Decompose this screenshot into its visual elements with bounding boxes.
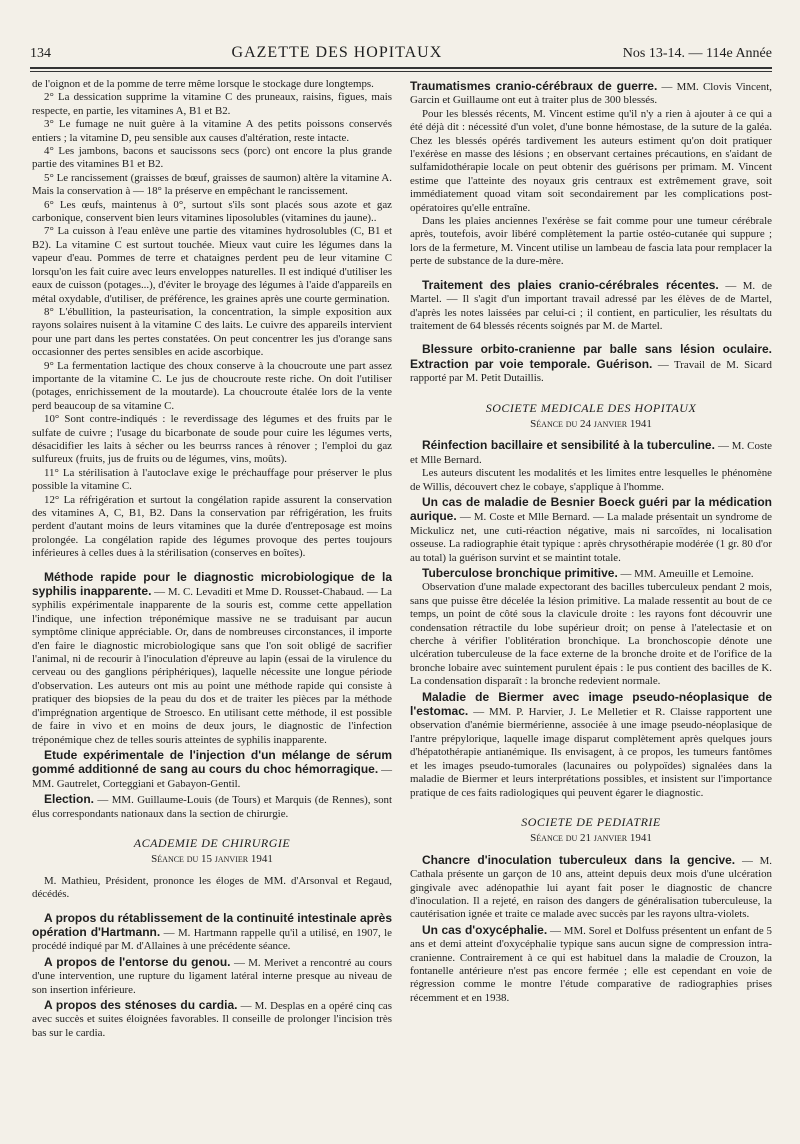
article-authors: — M. C. Levaditi et Mme D. Rousset-Chabaud. xyxy=(154,586,365,599)
paragraph: 6° Les œufs, maintenus à 0°, surtout s'ils sont placés sous azote et gaz carbonique, conservent bien leurs vitamines liposolubles (vitamines du jaune).. xyxy=(32,198,392,225)
page-header xyxy=(30,44,772,66)
paragraph: 4° Les jambons, bacons et saucissons secs (porc) ont encore la plus grande partie des vitamines B1 et B2. xyxy=(32,145,392,171)
paragraph: Observation d'une malade expectorant des bacilles tuberculeux pendant 2 mois, sans que puisse être décelée la lésion primitive. La malade ressentit au bout de ce temps, un point de côté sous la clavicule droite : les rayons font découvrir une condensation rétractile du lobe supérieur droit; on pense à l'atelectasie et on cherche à vérifier l'oblitération bronchique. La bronchoscopie dénote une ulcération tuberculeuse de la face externe de la bronche droite et de l'orifice de la bronche lobaire avec suintement purulent épais : le pus contient des bacilles de K. La condensation disparaît : la bronche redevient normale. xyxy=(410,581,772,688)
paragraph: de l'oignon et de la pomme de terre même lorsque le stockage dure longtemps. xyxy=(32,78,374,90)
paragraph: 10° Sont contre-indiqués : le reverdissage des légumes et des fruits par le sulfate de cuivre ; l'usage du bicarbonate de soude pour cuire les légumes verts, désacidifier les laits à sécher ou les beurrss rances à rénover ; l'emploi du gaz sulfureux (fruits, jus de fruits ou de légumes, vins, moûts). xyxy=(32,413,392,466)
article-title: Un cas d'oxycéphalie. xyxy=(422,922,548,937)
paragraph: M. Mathieu, Président, prononce les éloges de MM. d'Arsonval et Regaud, décédés. xyxy=(32,874,392,901)
article-title: Blessure orbito-cranienne par balle sans lésion oculaire. Extraction par voie temporale. Guérison. xyxy=(410,342,772,371)
article-body: — M. de Martel. — Il s'agit d'un important travail adressé par les élèves de de Martel, d'après les notes laissées par celui-ci ; il contient, en particulier, les résultats du traitement de 64 blessés récents soignés par M. de Martel. xyxy=(410,279,772,332)
article-body: — M. Desplas en a opéré cinq cas avec succès et suites éloignées favorables. Il conseille de prolonger l'incision très bas sur le cardia. xyxy=(32,1000,392,1039)
session-date: Séance du 15 janvier 1941 xyxy=(151,853,273,866)
article-title: Maladie de Biermer avec image pseudo-néoplasique de l'estomac. xyxy=(410,689,772,719)
article-authors: — M. Coste et Mlle Bernard. xyxy=(410,440,772,466)
article-title: Chancre d'inoculation tuberculeux dans la gencive. xyxy=(422,852,736,867)
article xyxy=(410,343,772,385)
header-rule-thin xyxy=(30,71,772,72)
article xyxy=(32,956,392,997)
article xyxy=(410,691,772,800)
article-title: Traitement des plaies cranio-cérébrales récentes. xyxy=(422,277,719,292)
paragraph: 7° La cuisson à l'eau enlève une partie des vitamines hydrosolubles (C, B1 et B2). La vitamine C est surtout touchée. Mieux vaut cuire les légumes dans la vapeur d'eau. Pommes de terre et chataignes perdent peu de leur vitamine C lorsqu'on les fait cuire avec leurs enveloppes naturelles. Il est indiqué d'utiliser les eaux de cuisson (potages...), d'éviter le broyage des légumes à l'aide d'appareils en métal oxydable, d'utiliser, de préférence, les graines après une courte germination. xyxy=(32,225,392,305)
article-body: — M. Hartmann rappelle qu'il a utilisé, en 1907, le procédé indiqué par M. d'Allaines à une précédente séance. xyxy=(32,926,392,953)
journal-title: GAZETTE DES HOPITAUX xyxy=(231,44,443,61)
header-rule xyxy=(30,67,772,69)
article-body: — MM. Sorel et Dolfuss présentent un enfant de 5 ans et demi atteint d'oxycéphalie typique sans aucun signe de compression intra-cranienne. Contrairement à ce qui est habituel dans la maladie de Crouzon, la fontanelle antérieure n'est pas encore fermée ; elle est cependant en voie de régression comme le montre l'étude comparative de radiographies prises récemment et en 1938. xyxy=(410,924,772,1004)
issue-number: Nos 13-14. — 114e Année xyxy=(622,46,772,61)
article xyxy=(32,912,392,954)
session-date: Séance du 21 janvier 1941 xyxy=(530,832,652,845)
article-authors: — MM. Gautrelet, Corteggiani et Gabayon-Gentil. xyxy=(32,764,393,790)
article xyxy=(32,999,392,1040)
article-title: Un cas de maladie de Besnier Boeck guéri par la médication aurique. xyxy=(410,494,772,524)
paragraph: 12° La réfrigération et surtout la congélation rapide assurent la conservation des vitamines A, C, B1, B2. Dans la conservation par réfrigération, les fruits perdent d'autant moins de leurs vitamines que la durée d'entreposage est moins prolongée. La congélation rapide des légumes provoque des pertes toujours inférieures à celles dues à la stérilisation (conserves en boîtes). xyxy=(32,493,392,560)
paragraph: Les auteurs discutent les modalités et les limites entre lesquelles le phénomène de Willis, découvert chez le cobaye, s'applique à l'homme. xyxy=(410,467,772,493)
session-date: Séance du 24 janvier 1941 xyxy=(530,417,652,430)
article xyxy=(410,496,772,565)
article-body: — La syphilis expérimentale inapparente de la souris est, comme cette appellation l'indique, une infection tréponémique massive ne se traduisant par aucun symptôme clinique appréciable. Or, dans de nombreuses circonstances, il importe d'en faire le diagnostic microbiologique sans que l'on soit obligé de sacrifier l'animal, ni de recourir à l'inoculation d'épreuve au lapin (essai de la virulence du cerveau ou des ganglions périphériques), laquelle nécessite une longue période d'observation. Les auteurs ont mis au point une méthode rapide qui consiste à pratiquer des biopsies de la peau du dos et de traiter les pièces par la méthode d'imprégnation argentique de Stroesco. En utilisant cette méthode, il est possible de faire in vivo et en moins de deux jours, le diagnostic de l'infection tréponémique chez de telles souris atteintes de syphilis inapparente. xyxy=(32,586,392,746)
article-body: — MM. P. Harvier, J. Le Melletier et R. Claisse rapportent une observation d'anémie biermérienne, associée à une image pseudo-néoplasique de l'antre prépylorique, laquelle image disparut complètement après quelques jours d'hépatothérapie antianémique. Ils envisagent, à ce propos, les tumeurs fantômes et les images pseudo-tumorales (lacunaires ou polypoïdes) signalées dans la maladie de Biermer et leurs interprétations possibles, et insistent sur l'importance pratique de ces faits radiologiques qui peuvent égarer le diagnostic. xyxy=(410,706,772,799)
paragraph: 11° La stérilisation à l'autoclave exige le préchauffage pour préserver le plus possible la vitamine C. xyxy=(32,466,392,493)
article-title: A propos de l'entorse du genou. xyxy=(44,954,231,969)
right-column xyxy=(410,78,772,1005)
article-title: Réinfection bacillaire et sensibilité à la tuberculine. xyxy=(422,438,715,453)
paragraph: 2° La dessication supprime la vitamine C des pruneaux, raisins, figues, mais respecte, en partie, les vitamines A, B1 et B2. xyxy=(32,91,392,117)
article-title: Tuberculose bronchique primitive. xyxy=(422,566,618,580)
article-title: A propos du rétablissement de la continuité intestinale après opération d'Hartmann. xyxy=(32,910,392,939)
section-heading: SOCIETE DE PEDIATRIE xyxy=(521,814,661,829)
article xyxy=(32,749,392,791)
paragraph: Dans les plaies anciennes l'exérèse se fait comme pour une tumeur cérébrale après, toutefois, avoir libéré complètement la partie ostéo-cutanée qui suppure ; lors de la fermeture, M. Vincent utilise un lambeau de fascia lata pour remplacer la perte de substance de la dure-mère. xyxy=(410,215,772,268)
article-title: Election. xyxy=(44,792,95,807)
article-title: A propos des sténoses du cardia. xyxy=(44,998,238,1012)
article xyxy=(410,439,772,467)
left-column xyxy=(32,78,392,1040)
section-heading: SOCIETE MEDICALE DES HOPITAUX xyxy=(485,400,697,415)
article-authors: — MM. Ameuille et Lemoine. xyxy=(620,568,754,580)
article xyxy=(410,279,772,334)
paragraph: 3° Le fumage ne nuit guère à la vitamine A des petits poissons conservés entiers ; la vitamine D, peu sensible aux causes d'altération, reste intacte. xyxy=(32,118,392,144)
article-title: Méthode rapide pour le diagnostic microbiologique de la syphilis inapparente. xyxy=(32,569,392,599)
article-authors: — MM. Clovis Vincent, Garcin et Guillaume ont eut à traiter plus de 300 blessés. xyxy=(410,81,772,107)
article-body: — Travail de M. Sicard rapporté par M. Petit Dutaillis. xyxy=(410,358,772,385)
article xyxy=(410,924,772,1005)
page-number: 134 xyxy=(30,46,51,61)
article-title: Traumatismes cranio-cérébraux de guerre. xyxy=(410,79,658,93)
article-body: — M. Cathala présente un garçon de 10 ans, atteint depuis deux mois d'une ulcération gingivale avec adénopathie lui ayant fait poser le diagnostic de chancre d'inoculation. Il a rejeté, en raison des dangers de généralisation tuberculeuse, la cautérisation ignée et traite ce malade avec succès par les rayons ultra-violets. xyxy=(410,854,773,921)
article xyxy=(410,854,772,922)
paragraph: 8° L'ébullition, la pasteurisation, la concentration, la simple exposition aux rayons solaires nuisent à la vitamine C des laits. Le cuivre des appareils intervient pour une part dans les pertes constatées. On peut concentrer les jus d'orange sans occasionner des pertes sensibles en acide ascorbique. xyxy=(32,305,392,359)
paragraph: 5° Le rancissement (graisses de bœuf, graisses de saumon) altère la vitamine A. Mais la conservation à — 18° la préserve en empêchant le rancissement. xyxy=(32,171,392,198)
article xyxy=(32,571,392,747)
article-title: Etude expérimentale de l'injection d'un mélange de sérum gommé additionné de sang au cours du choc hémorragique. xyxy=(32,747,392,777)
article-body: — M. Coste et Mlle Bernard. — La malade présentait un syndrome de Mickulicz net, une cuti-réaction négative, mais ni sarcoïdes, ni localisation osseuse. La radiographie était typique : après chrysothérapie modérée (1 gr. 80 d'or au total) la guérison survint et se maintint totale. xyxy=(410,511,772,564)
paragraph: 9° La fermentation lactique des choux conserve à la choucroute une part assez importante de la vitamine C. Le jus de choucroute reste riche. On doit l'utiliser (potages, enrichissement de la moutarde). La choucroute étalée lors de la vente perd beaucoup de sa vitamine C. xyxy=(32,359,392,412)
paragraph: Pour les blessés récents, M. Vincent estime qu'il n'y a rien à ajouter à ce qui a été déjà dit : nécessité d'un volet, d'une bonne hémostase, de la suture de la galéa. Chez les blessés opérés tardivement les auteurs estiment qu'on doit pratiquer l'exérèse en masse des lésions ; en observant certaines précautions, en s'aidant de sulfamidothérapie locale on peut obtenir des guérisons per primam. M. Vincent estime que l'atteinte des noyaux gris centraux est extrêmement grave, soit immédiatement quoad vitam soit secondairement par les complications post-opératoires qu'elle entraîne. xyxy=(410,107,772,214)
article xyxy=(32,793,392,821)
article-body: — M. Merivet a rencontré au cours d'une intervention, une rupture du ligament latéral interne presque au niveau de son insertion inférieure. xyxy=(32,956,392,996)
article-body: — MM. Guillaume-Louis (de Tours) et Marquis (de Rennes), sont élus correspondants nationaux dans la section de chirurgie. xyxy=(32,794,392,820)
section-heading: ACADEMIE DE CHIRURGIE xyxy=(133,835,291,850)
article xyxy=(410,80,772,108)
article xyxy=(410,567,772,581)
